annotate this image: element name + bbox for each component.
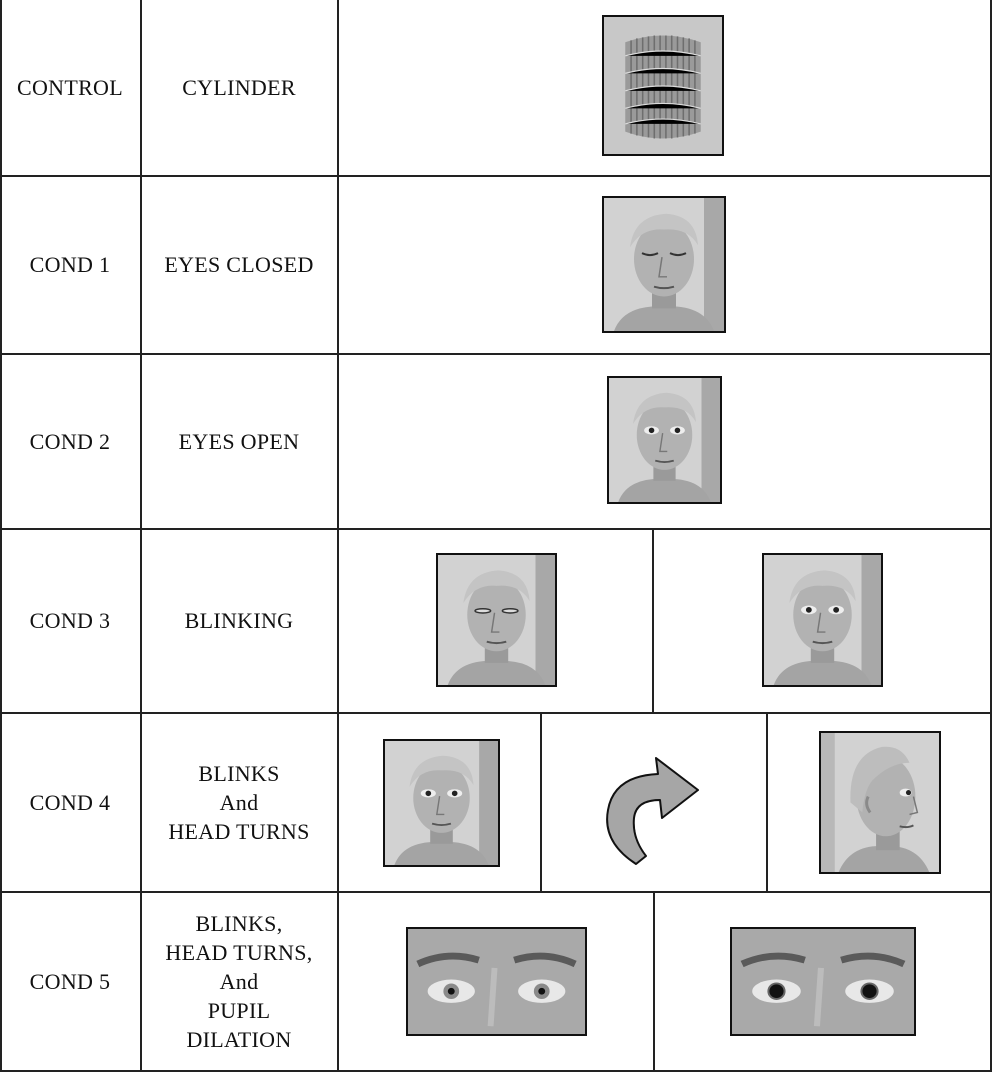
row-control-condition: CONTROL	[17, 75, 123, 100]
face-eyes-half-closed-image	[436, 553, 557, 687]
row-cond3-condition: COND 3	[29, 608, 111, 633]
row-cond5-description: BLINKS, HEAD TURNS, And PUPIL DILATION	[165, 910, 313, 1052]
cond3-image-divider	[652, 528, 654, 712]
row-cond1-description: EYES CLOSED	[164, 252, 314, 277]
face-eyes-closed-image	[602, 196, 726, 333]
face-eyes-open-icon	[764, 555, 881, 685]
face-eyes-open-icon	[385, 741, 498, 865]
row-cond5-condition: COND 5	[29, 968, 111, 994]
face-eyes-open-image	[383, 739, 500, 867]
row-cond1-condition: COND 1	[29, 252, 111, 277]
curved-arrow-icon	[600, 752, 704, 868]
eyes-large-pupils-icon	[732, 929, 914, 1034]
row-cond4-condition: COND 4	[29, 789, 111, 815]
column-divider-2	[337, 0, 339, 1072]
face-eyes-open-icon	[609, 378, 720, 502]
cylinder-image	[602, 15, 724, 156]
eyes-large-pupils-image	[730, 927, 916, 1036]
face-turned-right-icon	[821, 733, 939, 872]
face-eyes-half-closed-icon	[438, 555, 555, 685]
cond4-image-divider-2	[766, 712, 768, 891]
face-turned-right-image	[819, 731, 941, 874]
eyes-small-pupils-image	[406, 927, 587, 1036]
row-cond2-condition: COND 2	[29, 428, 111, 454]
cylinder-icon	[604, 17, 722, 154]
face-eyes-open-image	[762, 553, 883, 687]
row-control-description: CYLINDER	[182, 75, 296, 100]
row-cond4-description: BLINKS And HEAD TURNS	[168, 760, 310, 844]
eyes-small-pupils-icon	[408, 929, 585, 1034]
cond5-image-divider	[653, 891, 655, 1072]
cond4-image-divider-1	[540, 712, 542, 891]
row-cond3-description: BLINKING	[184, 608, 294, 633]
face-eyes-open-image	[607, 376, 722, 504]
face-eyes-closed-icon	[604, 198, 724, 331]
row-cond2-description: EYES OPEN	[178, 428, 300, 454]
